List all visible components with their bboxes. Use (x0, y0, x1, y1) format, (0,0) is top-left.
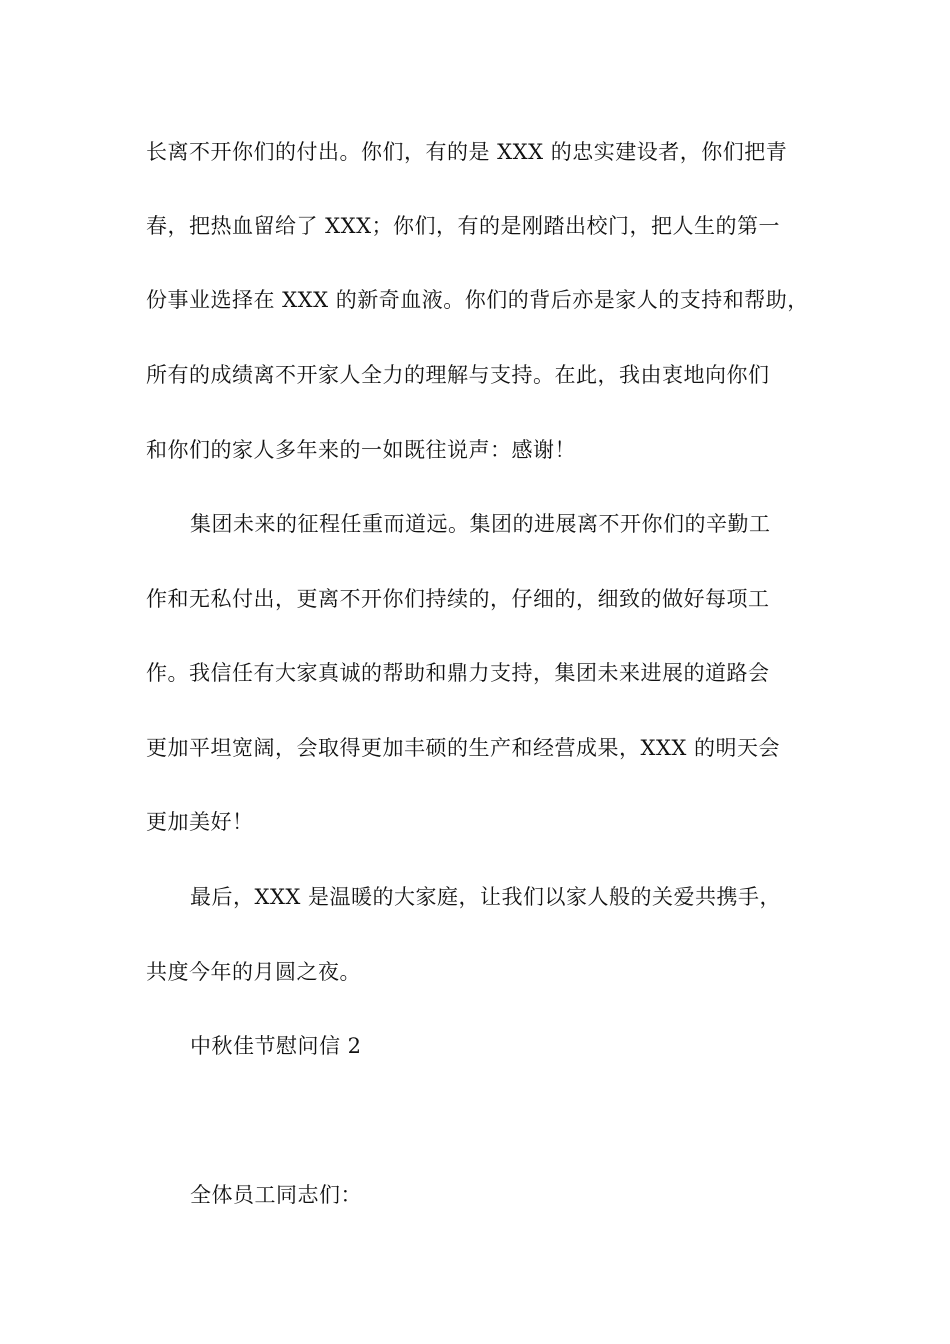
section-heading: 中秋佳节慰问信 2 (190, 1034, 362, 1058)
paragraph-line: 作和无私付出，更离不开你们持续的，仔细的，细致的做好每项工 (146, 587, 770, 611)
paragraph-line: 所有的成绩离不开家人全力的理解与支持。在此，我由衷地向你们 (146, 363, 770, 387)
salutation: 全体员工同志们： (190, 1183, 362, 1207)
paragraph-line: 和你们的家人多年来的一如既往说声：感谢！ (146, 438, 576, 462)
paragraph-line: 集团未来的征程任重而道远。集团的进展离不开你们的辛勤工 (190, 512, 771, 536)
paragraph-line: 份事业选择在 XXX 的新奇血液。你们的背后亦是家人的支持和帮助， (146, 288, 809, 312)
paragraph-line: 作。我信任有大家真诚的帮助和鼎力支持，集团未来进展的道路会 (146, 661, 770, 685)
paragraph-line: 春，把热血留给了 XXX；你们，有的是刚踏出校门，把人生的第一 (146, 214, 781, 238)
paragraph-line: 最后，XXX 是温暖的大家庭，让我们以家人般的关爱共携手， (190, 885, 782, 909)
paragraph-line: 长离不开你们的付出。你们，有的是 XXX 的忠实建设者，你们把青 (146, 140, 788, 164)
paragraph-line: 更加平坦宽阔，会取得更加丰硕的生产和经营成果，XXX 的明天会 (146, 736, 781, 760)
paragraph-line: 更加美好！ (146, 810, 254, 834)
paragraph-line: 共度今年的月圆之夜。 (146, 960, 361, 984)
